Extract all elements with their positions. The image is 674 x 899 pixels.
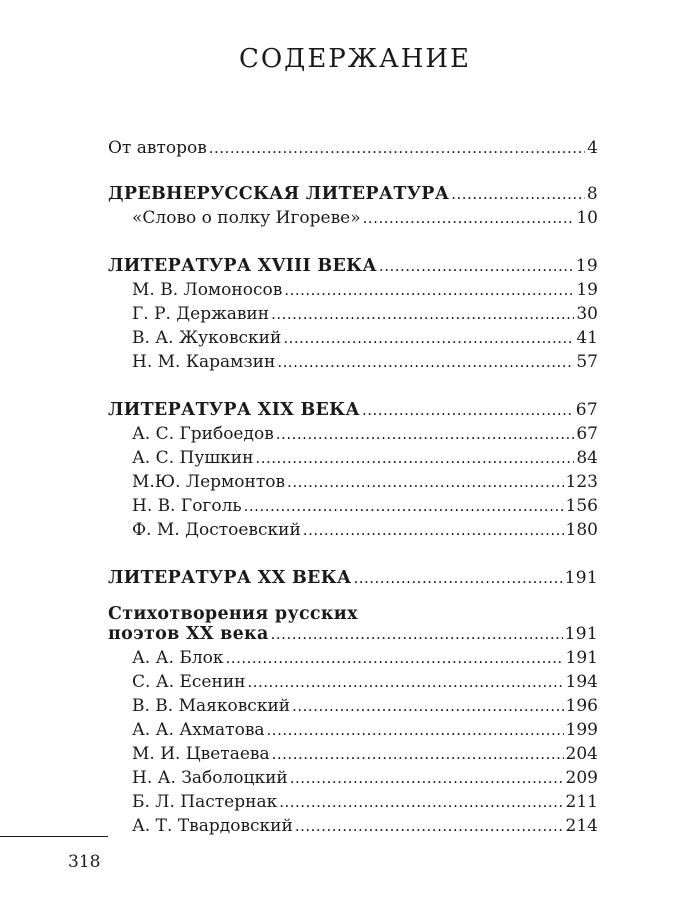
toc-entry-label: М.Ю. Лермонтов <box>132 472 286 492</box>
toc-entry-label: А. А. Блок <box>132 648 224 668</box>
toc-entry-label: «Слово о полку Игореве» <box>132 208 361 228</box>
toc-entry[interactable] <box>132 670 598 694</box>
dot-leader <box>379 254 574 278</box>
dot-leader <box>209 136 585 160</box>
dot-leader <box>271 622 563 646</box>
toc-entry-page: 67 <box>575 400 598 420</box>
dot-leader <box>353 566 562 590</box>
toc-entry[interactable] <box>132 718 598 742</box>
toc-entry-page: 4 <box>587 138 598 158</box>
dot-leader <box>362 398 574 422</box>
toc-entry[interactable] <box>132 694 598 718</box>
toc-entry[interactable] <box>132 790 598 814</box>
toc-entry-page: 180 <box>565 520 598 540</box>
footer-rule <box>0 836 108 837</box>
dot-leader <box>287 470 564 494</box>
dot-leader <box>363 206 575 230</box>
toc-entry[interactable] <box>132 422 598 446</box>
dot-leader <box>292 694 563 718</box>
toc-entry-authors[interactable] <box>108 136 598 160</box>
toc-entry-page: 211 <box>565 792 598 812</box>
page-title: СОДЕРЖАНИЕ <box>238 44 472 74</box>
dot-leader <box>451 182 585 206</box>
toc-entry-label: От авторов <box>108 138 207 158</box>
toc-entry[interactable] <box>132 206 598 230</box>
toc-entry-label: Н. В. Гоголь <box>132 496 242 516</box>
toc-entry-page: 67 <box>576 424 598 444</box>
dot-leader <box>226 646 564 670</box>
toc-entry-page: 191 <box>565 648 598 668</box>
toc-entry-label: Н. А. Заболоцкий <box>132 768 288 788</box>
toc-entry-page: 191 <box>564 568 598 588</box>
dot-leader <box>279 790 563 814</box>
toc-section-label: ЛИТЕРАТУРА XIX ВЕКА <box>108 400 360 420</box>
toc-entry-page: 204 <box>565 744 598 764</box>
toc-section-label: ЛИТЕРАТУРА XVIII ВЕКА <box>108 256 377 276</box>
toc-entry-label: Б. Л. Пастернак <box>132 792 278 812</box>
toc-entry-label: В. А. Жуковский <box>132 328 282 348</box>
toc-entry-label: Н. М. Карамзин <box>132 352 276 372</box>
toc-entry-label: А. А. Ахматова <box>132 720 265 740</box>
toc-entry-page: 10 <box>576 208 598 228</box>
dot-leader <box>277 350 574 374</box>
toc-entry[interactable] <box>132 470 598 494</box>
toc-entry-page: 196 <box>565 696 598 716</box>
toc-entry-label: М. И. Цветаева <box>132 744 270 764</box>
toc-entry[interactable] <box>132 742 598 766</box>
toc-entry-label: В. В. Маяковский <box>132 696 291 716</box>
toc-entry-page: 123 <box>565 472 598 492</box>
toc-entry[interactable] <box>132 646 598 670</box>
toc-section-18th-century[interactable] <box>108 254 598 278</box>
toc-section-label: ДРЕВНЕРУССКАЯ ЛИТЕРАТУРА <box>108 184 450 204</box>
toc-entry-page: 41 <box>576 328 598 348</box>
toc-entry-page: 84 <box>576 448 598 468</box>
dot-leader <box>244 494 564 518</box>
dot-leader <box>271 302 574 326</box>
page-number: 318 <box>68 852 101 872</box>
toc-section-19th-century[interactable] <box>108 398 598 422</box>
toc-entry-label: А. С. Грибоедов <box>132 424 274 444</box>
toc-entry-label: Ф. М. Достоевский <box>132 520 301 540</box>
toc-entry[interactable] <box>132 302 598 326</box>
toc-entry[interactable] <box>132 814 598 838</box>
toc-entry-page: 199 <box>565 720 598 740</box>
dot-leader <box>284 278 574 302</box>
toc-section-old-russian[interactable] <box>108 182 598 206</box>
toc-entry-page: 194 <box>565 672 598 692</box>
dot-leader <box>267 718 564 742</box>
toc-entry-page: 191 <box>564 624 598 644</box>
toc-section-label: ЛИТЕРАТУРА XX ВЕКА <box>108 568 352 588</box>
toc-subsection-poets[interactable] <box>108 622 598 646</box>
dot-leader <box>255 446 574 470</box>
toc-entry[interactable] <box>132 446 598 470</box>
dot-leader <box>272 742 564 766</box>
toc-entry-page: 19 <box>576 280 598 300</box>
dot-leader <box>295 814 564 838</box>
dot-leader <box>283 326 574 350</box>
toc-entry-label: С. А. Есенин <box>132 672 246 692</box>
toc-entry-label: М. В. Ломоносов <box>132 280 283 300</box>
toc-entry[interactable] <box>132 494 598 518</box>
toc-entry-label: А. Т. Твардовский <box>132 816 293 836</box>
toc-subsection-label: Стихотворения русских <box>108 604 358 624</box>
toc-entry[interactable] <box>132 278 598 302</box>
toc-entry-page: 156 <box>565 496 598 516</box>
toc-entry[interactable] <box>132 518 598 542</box>
toc-entry-page: 8 <box>586 184 598 204</box>
toc-entry-label: Г. Р. Державин <box>132 304 270 324</box>
toc-entry-page: 209 <box>565 768 598 788</box>
dot-leader <box>290 766 564 790</box>
toc-entry-page: 30 <box>576 304 598 324</box>
toc-section-20th-century[interactable] <box>108 566 598 590</box>
toc-entry[interactable] <box>132 326 598 350</box>
dot-leader <box>276 422 575 446</box>
dot-leader <box>303 518 564 542</box>
toc-entry[interactable] <box>132 350 598 374</box>
toc-entry-page: 214 <box>565 816 598 836</box>
dot-leader <box>247 670 563 694</box>
toc-entry-page: 19 <box>575 256 598 276</box>
toc-entry-label: А. С. Пушкин <box>132 448 254 468</box>
toc-entry[interactable] <box>132 766 598 790</box>
toc-subsection-label: поэтов XX века <box>108 624 269 644</box>
toc-entry-page: 57 <box>576 352 598 372</box>
